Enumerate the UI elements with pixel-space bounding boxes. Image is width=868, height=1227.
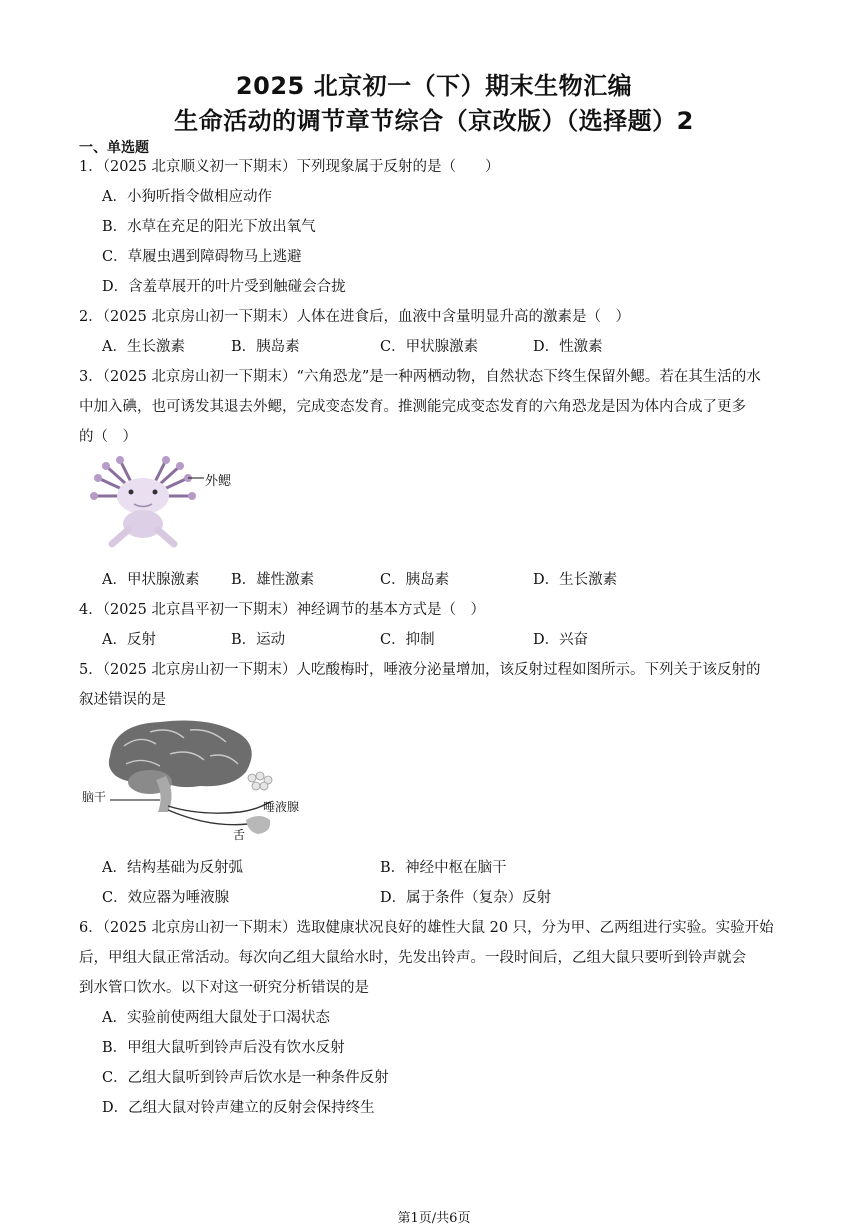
- label-brainstem: 脑干: [82, 790, 107, 804]
- q6-option-a: A．实验前使两组大鼠处于口渴状态: [102, 1010, 330, 1026]
- question-5-stem-1: 5．（2025 北京房山初一下期末）人吃酸梅时，唾液分泌量增加，该反射过程如图所示。下列关于该反射的: [79, 662, 761, 678]
- q1-option-d: D．含羞草展开的叶片受到触碰会合拢: [102, 279, 346, 295]
- q1-option-a: A．小狗听指令做相应动作: [102, 189, 272, 205]
- page-title-line2: 生命活动的调节章节综合（京改版）（选择题）2: [174, 107, 694, 135]
- q4-option-b: B．运动: [231, 632, 286, 648]
- section-heading: 一、单选题: [79, 140, 149, 156]
- q2-option-c: C．甲状腺激素: [380, 339, 479, 355]
- q4-option-d: D．兴奋: [533, 632, 589, 648]
- q4-option-a: A．反射: [102, 632, 156, 648]
- label-salivary-gland: 唾液腺: [263, 800, 300, 814]
- q2-option-d: D．性激素: [533, 339, 603, 355]
- q6-option-b: B．甲组大鼠听到铃声后没有饮水反射: [102, 1040, 345, 1056]
- question-1-stem: 1．（2025 北京顺义初一下期末）下列现象属于反射的是（ ）: [79, 159, 500, 175]
- label-external-gill: 外鳃: [205, 474, 232, 489]
- q3-option-a: A．甲状腺激素: [102, 572, 200, 588]
- question-6-stem-2: 后，甲组大鼠正常活动。每次向乙组大鼠给水时，先发出铃声。一段时间后，乙组大鼠只要听到铃声就会: [79, 950, 746, 966]
- q2-option-a: A．生长激素: [102, 339, 185, 355]
- question-3-stem-1: 3．（2025 北京房山初一下期末）“六角恐龙”是一种两栖动物，自然状态下终生保留外鳃。若在其生活的水: [79, 369, 761, 385]
- page-number-footer: 第1页/共6页: [397, 1211, 471, 1226]
- q3-option-c: C．胰岛素: [380, 572, 450, 588]
- q5-option-c: C．效应器为唾液腺: [102, 890, 230, 906]
- question-3-stem-2: 中加入碘，也可诱发其退去外鳃，完成变态发育。推测能完成变态发育的六角恐龙是因为体内合成了更多: [79, 399, 746, 415]
- reflex-arc-figure: [80, 716, 320, 844]
- question-5-stem-2: 叙述错误的是: [79, 692, 166, 708]
- question-2-stem: 2．（2025 北京房山初一下期末）人体在进食后，血液中含量明显升高的激素是（ ）: [79, 309, 630, 325]
- q1-option-c: C．草履虫遇到障碍物马上逃避: [102, 249, 302, 265]
- q5-option-d: D．属于条件（复杂）反射: [380, 890, 552, 906]
- q2-option-b: B．胰岛素: [231, 339, 300, 355]
- axolotl-figure: [84, 456, 224, 548]
- q3-option-b: B．雄性激素: [231, 572, 315, 588]
- page-title-line1: 2025 北京初一（下）期末生物汇编: [235, 72, 633, 100]
- label-tongue: 舌: [233, 828, 246, 842]
- q3-option-d: D．生长激素: [533, 572, 618, 588]
- q1-option-b: B．水草在充足的阳光下放出氧气: [102, 219, 316, 235]
- question-4-stem: 4．（2025 北京昌平初一下期末）神经调节的基本方式是（ ）: [79, 602, 485, 618]
- q6-option-d: D．乙组大鼠对铃声建立的反射会保持终生: [102, 1100, 375, 1116]
- q5-option-b: B．神经中枢在脑干: [380, 860, 507, 876]
- q4-option-c: C．抑制: [380, 632, 435, 648]
- q6-option-c: C．乙组大鼠听到铃声后饮水是一种条件反射: [102, 1070, 389, 1086]
- question-3-stem-3: 的（ ）: [79, 429, 137, 445]
- question-6-stem-3: 到水管口饮水。以下对这一研究分析错误的是: [79, 980, 369, 996]
- q5-option-a: A．结构基础为反射弧: [102, 860, 243, 876]
- question-6-stem-1: 6．（2025 北京房山初一下期末）选取健康状况良好的雄性大鼠 20 只，分为甲、乙两组进行实验。实验开始: [79, 920, 774, 936]
